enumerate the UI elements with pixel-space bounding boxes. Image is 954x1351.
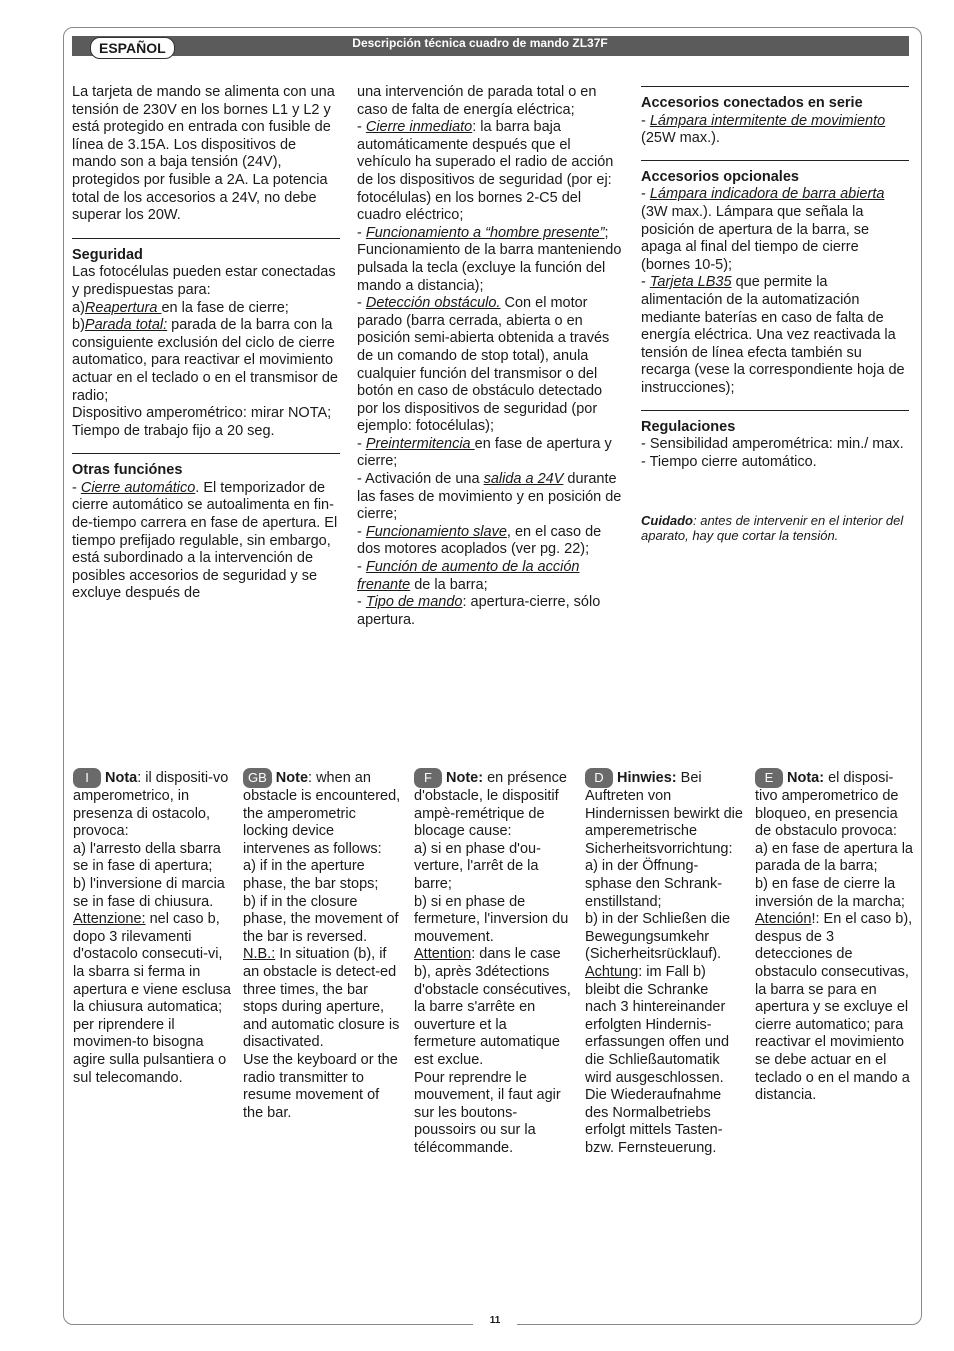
language-label: ESPAÑOL [90, 37, 175, 59]
intro-paragraph: La tarjeta de mando se alimenta con una tensión de 230V en los bornes L1 y L2 y está protegido en entrada con fusible de línea de 3.15A. Los dispositivos de mando son a baja tensión (24V), protegidos por fusible a 2A. La potencia total de los accesorios a 24V, no debe superar los 20W. [72, 84, 335, 224]
section-title-otras: Otras funciónes [72, 462, 183, 479]
document-title: Descripción técnica cuadro de mando ZL37F [352, 36, 608, 50]
language-badge: I [73, 768, 101, 788]
language-badge: D [585, 768, 613, 788]
column-1 [72, 84, 340, 603]
function-item: - Funcionamiento slave, en el caso de dos motores acoplados (ver pg. 22); [357, 523, 602, 558]
regulacion-line: - Tiempo cierre automático. [641, 453, 817, 470]
seguridad-item-a: a)Reapertura en la fase de cierre; [72, 299, 289, 316]
opcional-item: - Lámpara indicadora de barra abierta (3W max.). Lámpara que señala la posición de apertura de la barra, se apaga al final del tiempo de cierre (bornes 10-5); [641, 186, 885, 273]
note-english: GB Note: when an obstacle is encountered, the amperometric locking device intervenes as follows: a) if in the aperture phase, the bar stops; b) if in the closure phase, the movement of the bar is reversed. N.B.: In situation (b), if an obstacle is detect-ed three times, the bar stops during aperture, and automatic closure is disactivated. Use the keyboard or the radio transmitter to resume movement of the bar. [243, 769, 401, 1121]
otras-paragraph: - Cierre automático. El temporizador de cierre automático se autoalimenta en fin-de-tiempo carrera en fase de apertura. El tiempo prefijado regulable, sin embargo, está subordinado a la intervención de posibles accesorios de seguridad y se excluye después de [72, 479, 338, 602]
regulacion-line: - Sensibilidad amperométrica: min./ max. [641, 436, 904, 453]
section-title-seguridad: Seguridad [72, 246, 143, 263]
language-badge: E [755, 768, 783, 788]
caution-note: Cuidado: antes de intervenir en el interior del aparato, hay que cortar la tensión. [641, 513, 904, 544]
seguridad-line: Tiempo de trabajo fijo a 20 seg. [72, 422, 275, 439]
divider [72, 238, 340, 239]
seguridad-item-b: b)Parada total: parada de la barra con la consiguiente exclusión del ciclo de cierre automatico, para reactivar el movimiento actuar en el teclado o en el transmisor de radio; [72, 317, 338, 404]
divider [641, 86, 909, 87]
continued-paragraph: una intervención de parada total o en caso de falta de energía eléctrica; [357, 84, 597, 118]
seguridad-lead: Las fotocélulas pueden estar conectadas y predispuestas para: [72, 264, 336, 298]
note-italian: I Nota: il dispositi-vo amperometrico, in presenza di ostacolo, provoca: a) l'arresto della sbarra se in fase di apertura; b) l'inversione di marcia se in fase di chiusura. Attenzione: nel caso b, dopo 3 rilevamenti d'ostacolo consecuti-vi, la sbarra si ferma in apertura e viene esclusa la chiusura automatica; per riprendere il movimen-to bisogna agire sulla pulsantiera o sul telecomando. [73, 769, 231, 1086]
section-title-opcionales: Accesorios opcionales [641, 168, 799, 185]
seguridad-line: Dispositivo amperométrico: mirar NOTA; [72, 405, 332, 422]
note-german: D Hinwies: Bei Auftreten von Hindernissen bewirkt die amperemetrische Sicherheitsvorrichtung: a) in der Öffnung-sphase den Schrank-enstillstand; b) in der Schließen die Bewegungsumkehr (Sicherheitsrücklauf). Achtung: im Fall b) bleibt die Schranke nach 3 hintereinander erfolgten Hindernis-erfassungen offen und die Schließautomatik wird ausgeschlossen. Die Wiederaufnahme des Normalbetriebs erfolgt mittels Tasten- bzw. Fernsteuerung. [585, 769, 743, 1156]
language-badge: F [414, 768, 442, 788]
section-title-serie: Accesorios conectados en serie [641, 95, 863, 111]
function-item: - Función de aumento de la acción frenante de la barra; [357, 559, 580, 593]
function-item: - Activación de una salida a 24V durante las fases de movimiento y en posición de cierre; [357, 471, 622, 523]
note-spanish: E Nota: el disposi-tivo amperometrico de bloqueo, en presencia de obstaculo provoca: a) en fase de apertura la parada de la barra; b) en fase de cierre la inversión de la marcha; Atención!: En el caso b), despus de 3 detecciones de obstaculo consecutivas, la barra se para en apertura y se excluye el cierre automatico; para reactivar el movimiento se debe actuar en el teclado o en el mando a distancia. [755, 769, 913, 1104]
opcional-item: - Tarjeta LB35 que permite la alimentación de la automatización mediante baterías en caso de falta de energía eléctrica. Una vez reactivada la tensión de línea efecta también su recarga (vese la correspondiente hoja de instrucciones); [641, 274, 905, 396]
divider [641, 160, 909, 161]
language-badge: GB [243, 768, 272, 788]
function-item: - Cierre inmediato: la barra baja automáticamente después que el vehículo ha superado el radio de acción de los dispositivos de seguridad (por ej: fotocélulas) en los bornes 2-C5 del cuadro eléctrico; [357, 119, 614, 224]
section-title-regulaciones: Regulaciones [641, 418, 736, 435]
function-item: - Preintermitencia en fase de apertura y cierre; [357, 435, 612, 470]
note-french: F Note: en présence d'obstacle, le dispositif ampè-remétrique de blocage cause: a) si en phase d'ou-verture, l'arrêt de la barre; b) si en phase de fermeture, l'inversion du mouvement. Attention: dans le case b), après 3détections d'obstacle consécutives, la barre s'arrête en ouverture et la fermeture automatique est exclue. Pour reprendre le mouvement, il faut agir sur les boutons-poussoirs ou sur la télécommande. [414, 769, 571, 1156]
function-item: - Detección obstáculo. Con el motor parado (barra cerrada, abierta o en posición semi-abierta obtenida a través de un comando de stop total), anula cualquier función del transmisor o del botón en caso de obstáculo detectado por los dispositivos de seguridad (por ejemplo: fotocélulas); [357, 295, 610, 435]
serie-item: - Lámpara intermitente de movimiento (25W max.). [641, 112, 886, 147]
divider [641, 410, 909, 411]
page-number: 11 [473, 1315, 517, 1326]
column-3 [641, 84, 909, 543]
divider [72, 453, 340, 454]
column-2 [357, 84, 622, 629]
function-item: - Tipo de mando: apertura-cierre, sólo apertura. [357, 594, 601, 628]
function-item: - Funcionamiento a “hombre presente”; Funcionamiento de la barra manteniendo pulsada la tecla (excluye la función del mando a distancia); [357, 224, 622, 294]
